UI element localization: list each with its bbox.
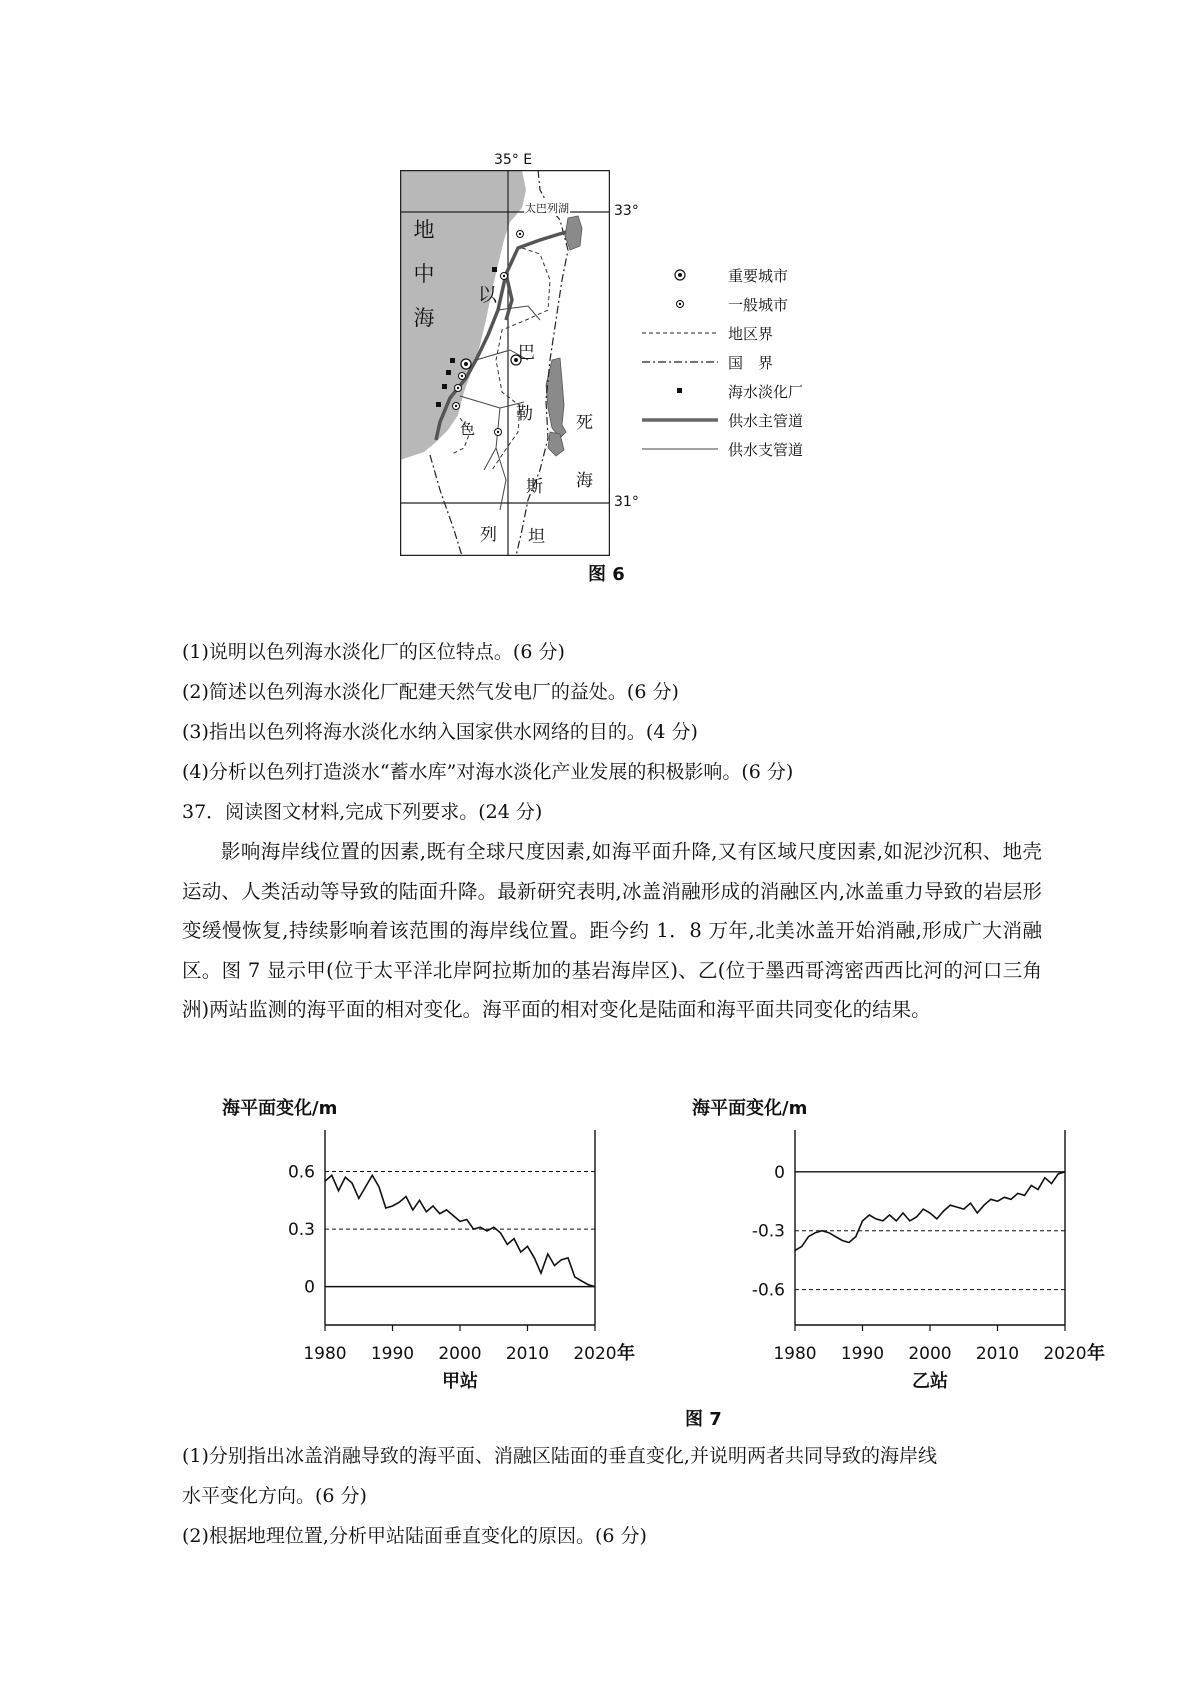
question-36-3: (3)指出以色列将海水淡化水纳入国家供水网络的目的。(4 分) [182, 721, 698, 743]
sea-level-series-line [795, 1172, 1065, 1251]
legend-item [640, 407, 803, 433]
legend-label: 地区界 [728, 324, 774, 343]
y-tick-label: 0 [774, 1162, 785, 1183]
dead-sea-label-char: 死 [576, 413, 593, 433]
x-tick-label: 2000 [438, 1344, 482, 1364]
sea-label-char: 地 [413, 218, 435, 242]
x-tick-label: 1990 [370, 1344, 415, 1364]
legend-label: 重要城市 [728, 266, 789, 285]
city-icon [459, 373, 466, 380]
y-tick-label: 0.3 [287, 1220, 315, 1241]
legend-item [640, 436, 803, 462]
x-tick-label: 1980 [303, 1344, 347, 1364]
chart-yi [690, 1090, 1170, 1400]
x-tick-label: 2010 [975, 1344, 1020, 1364]
sea-label-char: 海 [413, 306, 435, 330]
legend-item [640, 320, 773, 346]
question-37-paragraph [182, 832, 1042, 1030]
palestine-label-char: 斯 [526, 477, 543, 497]
x-tick-label: 2000 [908, 1344, 952, 1364]
city-icon [501, 273, 508, 280]
main-pipeline-branch [506, 274, 512, 320]
y-tick-label: 0 [304, 1277, 315, 1298]
map-longitude-label: 35° E [494, 152, 533, 168]
y-axis-title: 海平面变化/m [692, 1098, 808, 1119]
desalination-plant-icon [446, 370, 451, 375]
branch-pipeline-1 [498, 306, 540, 320]
major-city-icon [461, 359, 471, 369]
legend-label: 供水支管道 [728, 440, 804, 459]
national-boundary-west [430, 455, 462, 556]
question-37-1-line-2: 水平变化方向。(6 分) [182, 1485, 367, 1507]
question-37-text: 影响海岸线位置的因素,既有全球尺度因素,如海平面升降,又有区域尺度因素,如泥沙沉积、地壳运动、人类活动等导致的陆面升降。最新研究表明,冰盖消融形成的消融区内,冰盖重力导致的岩层形变缓慢恢复,持续影响着该范围的海岸线位置。距今约 1．8 万年,北美冰盖开始消融,形成广大消融区。图 7 显示甲(位于太平洋北岸阿拉斯加的基岩海岸区)、乙(位于墨西哥湾密西西比河的河口三角洲)两站监测的海平面的相对变化。海平面的相对变化是陆面和海平面共同变化的结果。 [182, 840, 1042, 1021]
legend-item [640, 262, 788, 288]
x-tick-label: 2020 [573, 1344, 617, 1364]
lake-tiberias [565, 216, 582, 250]
y-tick-label: -0.3 [751, 1221, 785, 1242]
sea-label-char: 中 [413, 262, 435, 286]
city-icon [495, 429, 502, 436]
figure-6-map [400, 170, 610, 556]
desalination-plant-icon [492, 267, 497, 272]
dead-sea-label-char: 海 [576, 471, 593, 491]
y-tick-label: 0.6 [287, 1162, 315, 1183]
city-icon [677, 301, 684, 308]
map-latitude-bottom-label: 31° [614, 494, 639, 510]
israel-label-char: 以 [478, 284, 498, 306]
desalination-plant-icon [436, 402, 441, 407]
chart-jia [220, 1090, 700, 1400]
figure-7-caption: 图 7 [685, 1409, 722, 1430]
x-axis-title: 甲站 [442, 1371, 478, 1392]
y-axis-title: 海平面变化/m [222, 1098, 338, 1119]
question-37-2: (2)根据地理位置,分析甲站陆面垂直变化的原因。(6 分) [182, 1525, 647, 1547]
x-axis-unit: 年 [1087, 1343, 1105, 1364]
legend-item [640, 291, 788, 317]
x-axis-title: 乙站 [912, 1371, 948, 1392]
x-tick-label: 1990 [840, 1344, 885, 1364]
legend-label: 一般城市 [728, 295, 789, 314]
palestine-label-char: 巴 [518, 343, 535, 363]
question-36-2: (2)简述以色列海水淡化厂配建天然气发电厂的益处。(6 分) [182, 681, 679, 703]
lake-tiberias-label: 太巴列湖 [525, 202, 569, 215]
palestine-label-char: 坦 [528, 527, 545, 547]
legend-item [640, 349, 773, 375]
city-icon [455, 385, 462, 392]
sea-label [412, 208, 436, 340]
legend-item [640, 378, 803, 404]
city-icon [517, 231, 524, 238]
chart-yi-svg [690, 1090, 1170, 1400]
city-icon [453, 403, 460, 410]
chart-jia-svg [220, 1090, 700, 1400]
x-tick-label: 1980 [773, 1344, 817, 1364]
desalination-plant-icon [450, 358, 455, 363]
question-36-4: (4)分析以色列打造淡水“蓄水库”对海水淡化产业发展的积极影响。(6 分) [182, 761, 794, 783]
israel-label-char: 列 [480, 525, 497, 545]
figure-6-caption: 图 6 [588, 564, 625, 585]
desalination-plant-icon [677, 388, 682, 393]
y-tick-label: -0.6 [751, 1280, 785, 1301]
x-axis-unit: 年 [617, 1343, 635, 1364]
x-tick-label: 2010 [505, 1344, 550, 1364]
question-36-1: (1)说明以色列海水淡化厂的区位特点。(6 分) [182, 641, 565, 663]
major-city-icon [675, 270, 685, 280]
palestine-label-char: 勒 [516, 404, 533, 424]
question-37-1-line-1: (1)分别指出冰盖消融导致的海平面、消融区陆面的垂直变化,并说明两者共同导致的海岸线 [182, 1445, 937, 1467]
legend-label: 供水主管道 [728, 411, 804, 430]
legend-label: 海水淡化厂 [728, 382, 804, 401]
sea-level-series-line [325, 1175, 595, 1286]
israel-label-char: 色 [460, 420, 476, 438]
desalination-plant-icon [442, 384, 447, 389]
legend-label: 国 界 [728, 353, 774, 372]
map-latitude-top-label: 33° [614, 203, 639, 219]
x-tick-label: 2020 [1043, 1344, 1087, 1364]
question-37-heading: 37．阅读图文材料,完成下列要求。(24 分) [182, 801, 543, 823]
